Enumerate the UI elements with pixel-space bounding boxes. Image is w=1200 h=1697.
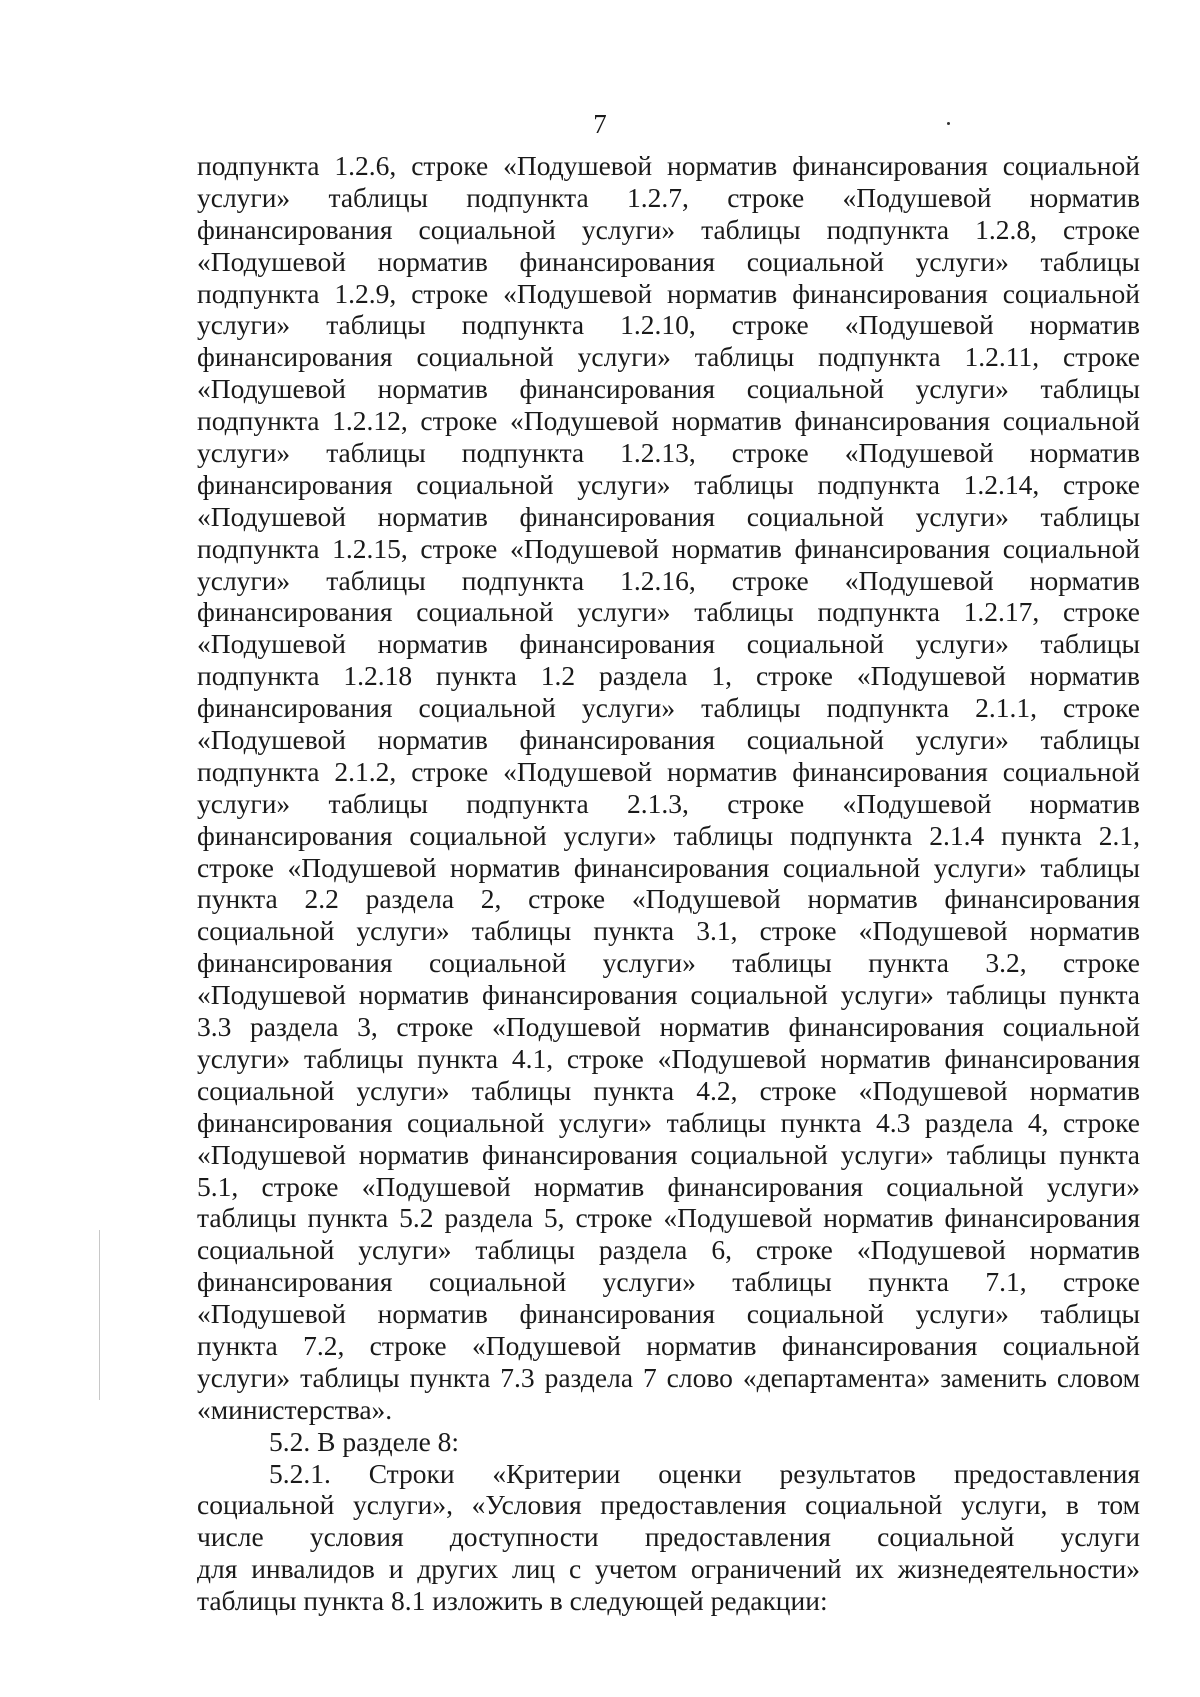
text-line: услуги» таблицы пункта 7.3 раздела 7 слово «департамента» заменить словом	[197, 1361, 1140, 1393]
text-line: социальной услуги», «Условия предоставления социальной услуги, в том	[197, 1489, 1140, 1521]
text-line: 5.2.1. Строки «Критерии оценки результатов предоставления	[269, 1457, 1140, 1489]
text-line: подпункта 1.2.12, строке «Подушевой норматив финансирования социальной	[197, 405, 1140, 437]
text-line: финансирования социальной услуги» таблицы пункта 7.1, строке	[197, 1266, 1140, 1298]
text-line: «Подушевой норматив финансирования социальной услуги» таблицы	[197, 245, 1140, 277]
text-line: подпункта 1.2.9, строке «Подушевой норматив финансирования социальной	[197, 277, 1140, 309]
text-line: социальной услуги» таблицы пункта 3.1, строке «Подушевой норматив	[197, 915, 1140, 947]
page-number: 7	[593, 109, 607, 139]
body-text	[197, 150, 1140, 1617]
section-heading: 5.2. В разделе 8:	[269, 1425, 460, 1457]
text-line: подпункта 2.1.2, строке «Подушевой норматив финансирования социальной	[197, 755, 1140, 787]
text-line: 5.1, строке «Подушевой норматив финансирования социальной услуги»	[197, 1170, 1140, 1202]
text-line: финансирования социальной услуги» таблицы подпункта 1.2.8, строке	[197, 213, 1140, 245]
text-line: таблицы пункта 8.1 изложить в следующей редакции:	[197, 1585, 828, 1617]
text-line: числе условия доступности предоставления социальной услуги	[197, 1521, 1140, 1553]
text-line: подпункта 1.2.15, строке «Подушевой норматив финансирования социальной	[197, 532, 1140, 564]
text-line: финансирования социальной услуги» таблицы подпункта 1.2.14, строке	[197, 468, 1140, 500]
margin-scan-line	[99, 1230, 100, 1400]
text-line: «министерства».	[197, 1393, 393, 1425]
text-line: «Подушевой норматив финансирования социальной услуги» таблицы	[197, 724, 1140, 756]
text-line: подпункта 1.2.18 пункта 1.2 раздела 1, строке «Подушевой норматив	[197, 660, 1140, 692]
text-line: таблицы пункта 5.2 раздела 5, строке «Подушевой норматив финансирования	[197, 1202, 1140, 1234]
text-line: услуги» таблицы пункта 4.1, строке «Подушевой норматив финансирования	[197, 1042, 1140, 1074]
text-line: 3.3 раздела 3, строке «Подушевой норматив финансирования социальной	[197, 1011, 1140, 1043]
text-line: «Подушевой норматив финансирования социальной услуги» таблицы	[197, 628, 1140, 660]
text-line: услуги» таблицы подпункта 2.1.3, строке «Подушевой норматив	[197, 787, 1140, 819]
stray-mark	[947, 122, 950, 125]
text-line: финансирования социальной услуги» таблицы пункта 4.3 раздела 4, строке	[197, 1106, 1140, 1138]
text-line: финансирования социальной услуги» таблицы подпункта 2.1.4 пункта 2.1,	[197, 819, 1140, 851]
text-line: пункта 2.2 раздела 2, строке «Подушевой норматив финансирования	[197, 883, 1140, 915]
text-line: подпункта 1.2.6, строке «Подушевой норматив финансирования социальной	[197, 150, 1140, 181]
text-line: пункта 7.2, строке «Подушевой норматив финансирования социальной	[197, 1329, 1140, 1361]
text-line: финансирования социальной услуги» таблицы пункта 3.2, строке	[197, 947, 1140, 979]
text-line: услуги» таблицы подпункта 1.2.13, строке «Подушевой норматив	[197, 437, 1140, 469]
text-line: строке «Подушевой норматив финансирования социальной услуги» таблицы	[197, 851, 1140, 883]
text-line: «Подушевой норматив финансирования социальной услуги» таблицы	[197, 500, 1140, 532]
text-line: «Подушевой норматив финансирования социальной услуги» таблицы	[197, 373, 1140, 405]
text-line: социальной услуги» таблицы пункта 4.2, строке «Подушевой норматив	[197, 1074, 1140, 1106]
text-line: «Подушевой норматив финансирования социальной услуги» таблицы пункта	[197, 979, 1140, 1011]
text-line: финансирования социальной услуги» таблицы подпункта 1.2.17, строке	[197, 596, 1140, 628]
text-line: услуги» таблицы подпункта 1.2.16, строке «Подушевой норматив	[197, 564, 1140, 596]
text-line: для инвалидов и других лиц с учетом ограничений их жизнедеятельности»	[197, 1553, 1140, 1585]
text-line: финансирования социальной услуги» таблицы подпункта 2.1.1, строке	[197, 692, 1140, 724]
text-line: «Подушевой норматив финансирования социальной услуги» таблицы пункта	[197, 1138, 1140, 1170]
text-line: услуги» таблицы подпункта 1.2.10, строке «Подушевой норматив	[197, 309, 1140, 341]
text-line: услуги» таблицы подпункта 1.2.7, строке «Подушевой норматив	[197, 181, 1140, 213]
text-line: «Подушевой норматив финансирования социальной услуги» таблицы	[197, 1298, 1140, 1330]
text-line: финансирования социальной услуги» таблицы подпункта 1.2.11, строке	[197, 341, 1140, 373]
text-line: социальной услуги» таблицы раздела 6, строке «Подушевой норматив	[197, 1234, 1140, 1266]
